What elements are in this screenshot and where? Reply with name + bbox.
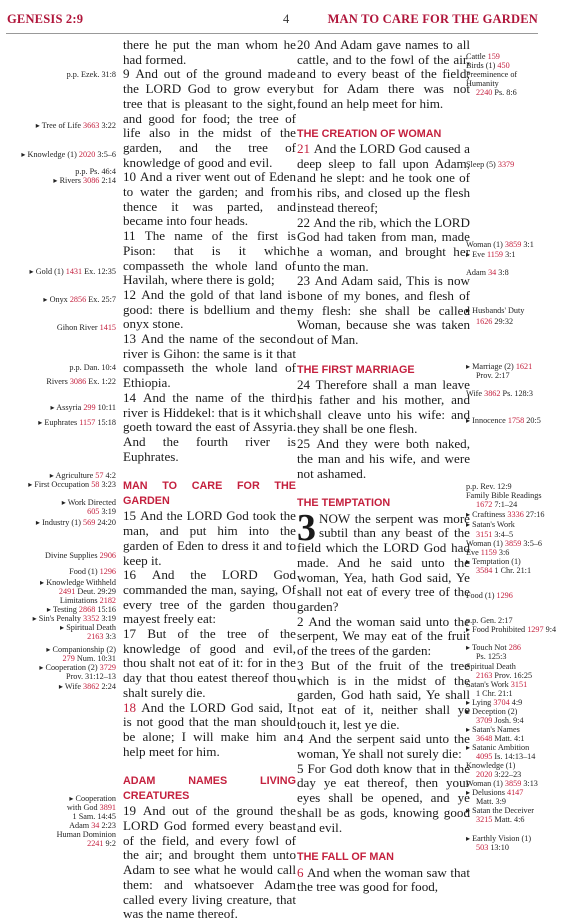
topic-number: 2491 bbox=[58, 587, 76, 596]
topic-number: 3215 bbox=[476, 815, 493, 824]
cross-reference-note: Matt. 3:9 bbox=[476, 797, 507, 806]
verse-number: 13 bbox=[123, 331, 137, 347]
cross-reference-note: Gihon River 1415 bbox=[56, 323, 116, 332]
cross-reference-note: 2240 Ps. 8:6 bbox=[476, 88, 517, 97]
cross-reference-note: Ps. 125:3 bbox=[476, 652, 507, 661]
verse: 11 The name of the first is Pison: that is it which compasseth the whole land of Havilah, where there is gold; bbox=[123, 228, 296, 288]
cross-reference-note: ▸ Delusions 4147 bbox=[466, 788, 524, 797]
cross-reference-note: ▸ Satan the Deceiver bbox=[466, 806, 534, 815]
verse-number: 17 bbox=[123, 626, 137, 642]
cross-reference-note: ▸ Food Prohibited 1297 9:4 bbox=[466, 625, 557, 634]
cross-reference-note: ▸ Cooperation bbox=[69, 794, 116, 803]
cross-reference-note: Woman (1) 3859 3:5–6 bbox=[466, 539, 542, 548]
topic-number: 4147 bbox=[506, 788, 524, 797]
verse: 18 And the LORD God said, It is not good that the man should be alone; I will make him an help meet for him. bbox=[123, 699, 296, 759]
cross-reference-note: ▸ Touch Not 286 bbox=[466, 643, 522, 652]
cross-reference-note: ▸ Gold (1) 1431 Ex. 12:35 bbox=[29, 267, 116, 276]
verse-number: 22 bbox=[297, 214, 311, 230]
cross-reference-note: p.p. Dan. 10:4 bbox=[69, 363, 116, 372]
topic-number: 3086 bbox=[69, 377, 87, 386]
cross-reference-note: 1672 7:1–24 bbox=[476, 500, 518, 509]
cross-reference-note: Preeminence of bbox=[466, 70, 518, 79]
cross-reference-note: Adam 34 3:8 bbox=[466, 268, 509, 277]
verse-number: 3 bbox=[297, 657, 304, 673]
verse-number: 23 bbox=[297, 273, 311, 289]
cross-reference-note: Cattle 159 bbox=[466, 52, 500, 61]
topic-number: 3151 bbox=[510, 680, 528, 689]
topic-number: 2868 bbox=[78, 605, 96, 614]
topic-number: 3648 bbox=[476, 734, 493, 743]
verse: 9 And out of the ground made the LORD God to grow every tree that is pleasant to the sight, and good for food; the tree of life also in the midst of the garden, and the tree of knowledge of good and evil. bbox=[123, 66, 296, 170]
cross-reference-note: ▸ Rivers 3086 2:14 bbox=[53, 176, 116, 185]
verse: 5 For God doth know that in the day ye eat thereof, then your eyes shall be opened, and ye shall be as gods, knowing good and evil. bbox=[297, 760, 470, 835]
verse-number: 4 bbox=[297, 731, 304, 747]
topic-number: 34 bbox=[91, 821, 100, 830]
verse: 6 And when the woman saw that the tree was good for food, bbox=[297, 864, 470, 895]
verse-number: 24 bbox=[297, 377, 311, 393]
cross-reference-note: Prov. 2:17 bbox=[476, 371, 510, 380]
verse: 21 And the LORD God caused a deep sleep to fall upon Adam, and he slept: and he took one of his ribs, and closed up the flesh instead thereof; bbox=[297, 141, 470, 215]
header-rule bbox=[6, 33, 538, 34]
cross-reference-note: ▸ Satan's Work bbox=[466, 520, 515, 529]
topic-number: 34 bbox=[488, 268, 497, 277]
cross-reference-note: ▸ Husbands' Duty bbox=[466, 306, 525, 315]
verse: 16 And the LORD God commanded the man, saying, Of every tree of the garden thou mayest freely eat: bbox=[123, 567, 296, 627]
topic-number: 1296 bbox=[99, 567, 116, 576]
text-column-left bbox=[123, 38, 296, 922]
topic-number: 3352 bbox=[83, 614, 100, 623]
verse: 17 But of the tree of the knowledge of good and evil, thou shalt not eat of it: for in the day that thou eatest thereof thou shalt surely die. bbox=[123, 626, 296, 700]
cross-reference-note: ▸ First Occupation 58 3:23 bbox=[28, 480, 116, 489]
topic-number: 569 bbox=[83, 518, 96, 527]
topic-number: 159 bbox=[487, 52, 500, 61]
verse-number: 25 bbox=[297, 436, 311, 452]
topic-number: 1157 bbox=[79, 418, 96, 427]
cross-reference-note: 1626 29:32 bbox=[476, 317, 514, 326]
cross-reference-note: Woman (1) 3859 3:13 bbox=[466, 779, 538, 788]
cross-reference-note: ▸ Testing 2868 15:16 bbox=[46, 605, 116, 614]
cross-reference-note: p.p. Ps. 46:4 bbox=[75, 167, 116, 176]
verse-number: 18 bbox=[123, 699, 137, 715]
topic-number: 2241 bbox=[87, 839, 104, 848]
topic-number: 2906 bbox=[99, 551, 116, 560]
cross-reference-note: 3215 Matt. 4:6 bbox=[476, 815, 525, 824]
verse: 23 And Adam said, This is now bone of my bones, and flesh of my flesh: she shall be called Woman, because she was taken out of Man. bbox=[297, 273, 470, 348]
verse-number: 20 bbox=[297, 37, 311, 52]
topic-number: 2240 bbox=[476, 88, 493, 97]
cross-reference-note: Prov. 31:12–13 bbox=[66, 672, 116, 681]
cross-reference-note: ▸ Sin's Penalty 3352 3:19 bbox=[32, 614, 116, 623]
verse: 3 But of the fruit of the tree which is in the midst of the garden, God hath said, Ye shall not eat of it, neither shall ye touch it, lest ye die. bbox=[297, 657, 470, 732]
cross-reference-note: 4095 Is. 14:13–14 bbox=[476, 752, 536, 761]
verse-number: 15 bbox=[123, 508, 137, 524]
cross-reference-note: Wife 3862 Ps. 128:3 bbox=[466, 389, 533, 398]
cross-reference-note: ▸ Deception (2) bbox=[466, 707, 518, 716]
topic-number: 58 bbox=[91, 480, 100, 489]
cross-reference-note: p.p. Ezek. 31:8 bbox=[66, 70, 116, 79]
cross-reference-note: with God 3891 bbox=[66, 803, 116, 812]
running-head-section-title: MAN TO CARE FOR THE GARDEN bbox=[327, 12, 538, 26]
topic-number: 1415 bbox=[99, 323, 116, 332]
cross-reference-note: Food (1) 1296 bbox=[466, 591, 513, 600]
topic-number: 1159 bbox=[480, 548, 497, 557]
cross-reference-note: Rivers 3086 Ex. 1:22 bbox=[46, 377, 116, 386]
cross-reference-note: ▸ Innocence 1758 20:5 bbox=[466, 416, 541, 425]
cross-reference-note: ▸ Cooperation (2) 3729 bbox=[39, 663, 116, 672]
text-column-right bbox=[297, 38, 470, 895]
verse-number: 14 bbox=[123, 389, 137, 405]
topic-number: 1297 bbox=[527, 625, 544, 634]
topic-number: 3859 bbox=[504, 779, 522, 788]
section-heading: ADAM NAMES LIVING CREATURES bbox=[123, 775, 296, 802]
section-heading: THE CREATION OF WOMAN bbox=[297, 127, 442, 140]
cross-reference-note: ▸ Satanic Ambition bbox=[466, 743, 530, 752]
cross-reference-note: ▸ Craftiness 3336 27:16 bbox=[466, 510, 545, 519]
verse-number: 9 bbox=[123, 66, 130, 82]
cross-reference-note: ▸ Tree of Life 3663 3:22 bbox=[35, 121, 116, 130]
topic-number: 57 bbox=[95, 471, 104, 480]
verse-number: 16 bbox=[123, 567, 137, 583]
cross-reference-note: ▸ Work Directed bbox=[61, 498, 116, 507]
topic-number: 3336 bbox=[507, 510, 524, 519]
cross-reference-note: ▸ Companionship (2) bbox=[46, 645, 116, 654]
topic-number: 279 bbox=[62, 654, 75, 663]
cross-reference-note: 2163 Prov. 16:25 bbox=[476, 671, 533, 680]
topic-number: 3859 bbox=[504, 240, 522, 249]
topic-number: 2182 bbox=[99, 596, 116, 605]
verse: 15 And the LORD God took the man, and put him into the garden of Eden to dress it and to keep it. bbox=[123, 508, 296, 568]
cross-reference-note: 3648 Matt. 4:1 bbox=[476, 734, 525, 743]
topic-number: 3859 bbox=[504, 539, 522, 548]
cross-reference-note: Limitations 2182 bbox=[59, 596, 116, 605]
section-heading: THE TEMPTATION bbox=[297, 497, 391, 510]
topic-number: 3379 bbox=[497, 160, 515, 169]
cross-reference-note: 2020 3:22–23 bbox=[476, 770, 522, 779]
cross-reference-note: ▸ Marriage (2) 1621 bbox=[466, 362, 533, 371]
topic-number: 605 bbox=[87, 507, 100, 516]
topic-number: 4095 bbox=[476, 752, 493, 761]
verse: 20 And Adam gave names to all cattle, and to the fowl of the air, and to every beast of the field; but for Adam there was not found an help meet for him. bbox=[297, 37, 470, 111]
cross-reference-note: 503 13:10 bbox=[476, 843, 509, 852]
topic-number: 2020 bbox=[476, 770, 493, 779]
cross-reference-note: Adam 34 2:23 bbox=[69, 821, 116, 830]
topic-number: 286 bbox=[508, 643, 522, 652]
verse: 24 Therefore shall a man leave his father and his mother, and shall cleave unto his wife: and they shall be one flesh. bbox=[297, 377, 470, 437]
cross-reference-note: ▸ Earthly Vision (1) bbox=[466, 834, 532, 843]
cross-reference-note: 1 Chr. 21:1 bbox=[476, 689, 513, 698]
verse: 12 And the gold of that land is good: there is bdellium and the onyx stone. bbox=[123, 286, 296, 332]
cross-reference-note: Birds (1) 450 bbox=[466, 61, 510, 70]
topic-number: 3862 bbox=[484, 389, 501, 398]
cross-reference-note: ▸ Satan's Names bbox=[466, 725, 520, 734]
topic-number: 2856 bbox=[69, 295, 87, 304]
topic-number: 3663 bbox=[83, 121, 100, 130]
cross-reference-note: 3584 1 Chr. 21:1 bbox=[476, 566, 532, 575]
verse: 13 And the name of the second river is Gihon: the same is it that compasseth the whole land of Ethiopia. bbox=[123, 331, 296, 391]
cross-reference-note: ▸ Spiritual Death bbox=[60, 623, 116, 632]
cross-reference-note: ▸ Wife 3862 2:24 bbox=[58, 682, 116, 691]
cross-reference-note: ▸ Temptation (1) bbox=[466, 557, 521, 566]
verse-number: 12 bbox=[123, 286, 137, 302]
verse-number: 21 bbox=[297, 141, 311, 157]
cross-reference-note: 2241 9:2 bbox=[87, 839, 116, 848]
topic-number: 1296 bbox=[496, 591, 513, 600]
verse-number: 10 bbox=[123, 169, 137, 185]
section-heading: MAN TO CARE FOR THE GARDEN bbox=[123, 480, 296, 507]
verse: 4 And the serpent said unto the woman, Ye shall not surely die: bbox=[297, 731, 470, 762]
topic-number: 503 bbox=[476, 843, 489, 852]
cross-reference-note: 3151 3:4–5 bbox=[476, 530, 514, 539]
verse: 25 And they were both naked, the man and his wife, and were not ashamed. bbox=[297, 436, 470, 481]
cross-reference-note: ▸ Knowledge (1) 2020 3:5–6 bbox=[21, 150, 116, 159]
topic-number: 1621 bbox=[515, 362, 533, 371]
cross-reference-note: Woman (1) 3859 3:1 bbox=[466, 240, 534, 249]
cross-reference-note: 1 Sam. 14:45 bbox=[72, 812, 116, 821]
cross-reference-note: ▸ Onyx 2856 Ex. 25:7 bbox=[43, 295, 116, 304]
chapter-number: 3 bbox=[297, 506, 316, 549]
cross-reference-note: Human Dominion bbox=[56, 830, 116, 839]
page-number: 4 bbox=[283, 12, 290, 26]
verse-number: 11 bbox=[123, 228, 136, 244]
topic-number: 3709 bbox=[476, 716, 493, 725]
section-heading: THE FALL OF MAN bbox=[297, 851, 394, 864]
verse-number: 2 bbox=[297, 613, 304, 629]
verse: 19 And out of the ground the LORD God formed every beast of the field, and every fowl of the air; and brought them unto Adam to see what he would call them: and whatsoever Adam called every living creature, that was the name thereof. bbox=[123, 803, 296, 922]
verse-text: NOW the serpent was more subtil than any beast of the field which the LORD God had made. And he said unto the woman, Yea, hath God said, Ye shall not eat of every tree of the garden? bbox=[297, 510, 470, 614]
cross-reference-note: p.p. Gen. 2:17 bbox=[466, 616, 513, 625]
cross-reference-note: Humanity bbox=[466, 79, 499, 88]
cross-reference-note: 3709 Josh. 9:4 bbox=[476, 716, 524, 725]
cross-reference-note: ▸ Lying 3704 4:9 bbox=[466, 698, 523, 707]
cross-reference-note: 605 3:19 bbox=[87, 507, 116, 516]
topic-number: 3891 bbox=[99, 803, 116, 812]
verse-number: 5 bbox=[297, 760, 304, 776]
topic-number: 1159 bbox=[486, 250, 504, 259]
topic-number: 3584 bbox=[476, 566, 493, 575]
verse-number: 19 bbox=[123, 803, 137, 819]
topic-number: 450 bbox=[497, 61, 510, 70]
verse: 10 And a river went out of Eden to water the garden; and from thence it was parted, and became into four heads. bbox=[123, 169, 296, 229]
cross-reference-note: Eve 1159 3:6 bbox=[466, 548, 510, 557]
topic-number: 3704 bbox=[493, 698, 510, 707]
verse: 2 And the woman said unto the serpent, We may eat of the fruit of the trees of the garden: bbox=[297, 613, 470, 659]
running-head-reference: GENESIS 2:9 bbox=[7, 12, 84, 26]
topic-number: 3729 bbox=[99, 663, 116, 672]
cross-reference-note: p.p. Rev. 12:9 bbox=[466, 482, 512, 491]
cross-reference-note: ▸ Agriculture 57 4:2 bbox=[49, 471, 116, 480]
section-heading: THE FIRST MARRIAGE bbox=[297, 363, 415, 376]
verse: there he put the man whom he had formed. bbox=[123, 37, 296, 67]
verse: 22 And the rib, which the LORD God had taken from man, made he a woman, and brought her unto the man. bbox=[297, 214, 470, 274]
topic-number: 1626 bbox=[476, 317, 493, 326]
topic-number: 2163 bbox=[87, 632, 104, 641]
chapter-opening-verse bbox=[297, 506, 470, 615]
cross-reference-note: ▸ Euphrates 1157 15:18 bbox=[38, 418, 116, 427]
topic-number: 3151 bbox=[476, 530, 493, 539]
cross-reference-note: Food (1) 1296 bbox=[69, 567, 116, 576]
topic-number: 3862 bbox=[83, 682, 100, 691]
cross-reference-note: ▸ Assyria 299 10:11 bbox=[50, 403, 116, 412]
cross-reference-note: 2491 Deut. 29:29 bbox=[58, 587, 116, 596]
cross-reference-note: Sleep (5) 3379 bbox=[466, 160, 515, 169]
topic-number: 1758 bbox=[507, 416, 525, 425]
topic-number: 2020 bbox=[78, 150, 96, 159]
topic-number: 2163 bbox=[476, 671, 493, 680]
cross-reference-note: Knowledge (1) bbox=[466, 761, 516, 770]
cross-reference-note: Divine Supplies 2906 bbox=[45, 551, 116, 560]
cross-reference-note: 279 Num. 10:31 bbox=[62, 654, 116, 663]
topic-number: 299 bbox=[83, 403, 96, 412]
cross-reference-note: ▸ Knowledge Withheld bbox=[40, 578, 116, 587]
cross-reference-note: ▸ Industry (1) 569 24:20 bbox=[35, 518, 116, 527]
cross-reference-note: Spiritual Death bbox=[466, 662, 516, 671]
verse: 14 And the name of the third river is Hiddekel: that is it which goeth toward the east of Assyria. And the fourth river is Euphrates. bbox=[123, 389, 296, 464]
verse-number: 6 bbox=[297, 864, 304, 880]
cross-reference-note: Satan's Work 3151 bbox=[466, 680, 528, 689]
cross-reference-note: 2163 3:3 bbox=[87, 632, 116, 641]
cross-reference-note: Family Bible Readings bbox=[466, 491, 542, 500]
cross-reference-note: ▸ Eve 1159 3:1 bbox=[466, 250, 516, 259]
topic-number: 1431 bbox=[65, 267, 83, 276]
topic-number: 3086 bbox=[83, 176, 100, 185]
topic-number: 1672 bbox=[476, 500, 493, 509]
